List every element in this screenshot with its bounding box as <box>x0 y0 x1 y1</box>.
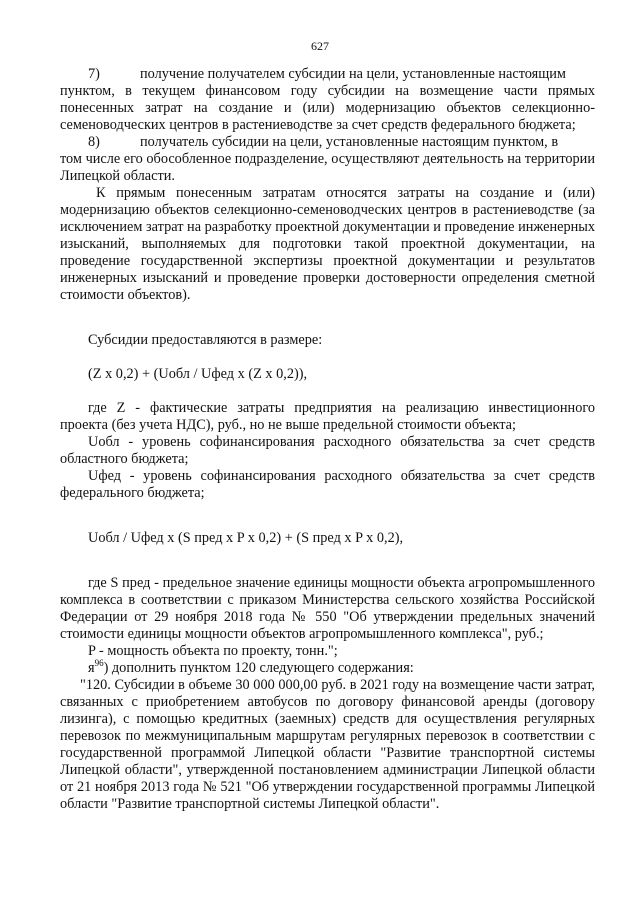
formula-2: Uобл / Uфед х (S пред х P х 0,2) + (S пред х P х 0,2), <box>88 530 404 546</box>
document-body <box>60 66 595 813</box>
footnote-ref: 96 <box>94 658 104 669</box>
definition-s-pred: где S пред - предельное значение единицы мощности объекта агропромышленного комплекса в соответствии с приказом Министерства сельского хозяйства Российской Федерации от 29 ноября 2018 года № 550 "Об утверждении предельных значений стоимости единицы мощности объектов агропромышленного комплекса", руб.; <box>60 575 595 642</box>
list-item-text-first-line: получение получателем субсидии на цели, установленные настоящим <box>140 66 566 82</box>
list-item-text: том числе его обособленное подразделение, осуществляют деятельность на территории Липецкой области. <box>60 151 595 184</box>
page-number: 627 <box>311 39 329 53</box>
list-item-text: пунктом, в текущем финансовом году субсидии на возмещение части прямых понесенных затрат на создание и (или) модернизацию объектов селекционно-семеноводческих центров в растениеводстве за счет средств федерального бюджета; <box>60 83 595 133</box>
list-item-7 <box>60 66 595 134</box>
list-item-number: 8) <box>88 134 100 150</box>
definition-p: P - мощность объекта по проекту, тонн."; <box>88 643 338 659</box>
list-item-number: 7) <box>88 66 100 82</box>
list-item-8 <box>60 134 595 185</box>
list-item-text-first-line: получатель субсидии на цели, установленные настоящим пунктом, в <box>140 134 559 150</box>
definition-z: где Z - фактические затраты предприятия на реализацию инвестиционного проекта (без учета НДС), руб., но не выше предельной стоимости объекта; <box>60 400 595 433</box>
direct-costs-paragraph: К прямым понесенным затратам относятся затраты на создание и (или) модернизацию объектов селекционно-семеноводческих центров в растениеводстве (за исключением затрат на разработку проектной документации и проведение инженерных изысканий, выполняемых для подготовки такой проектной документации, на проведение государственной экспертизы проектной документации и результатов инженерных изысканий и проведение проверки достоверности определения сметной стоимости объектов). <box>60 185 595 303</box>
amendment-line <box>60 660 595 677</box>
definition-ufed: Uфед - уровень софинансирования расходного обязательства за счет средств федерального бюджета; <box>60 468 595 501</box>
subsidy-amount-intro: Субсидии предоставляются в размере: <box>88 332 323 348</box>
item-120-paragraph: "120. Субсидии в объеме 30 000 000,00 руб. в 2021 году на возмещение части затрат, связанных с приобретением автобусов по договору финансовой аренды (договору лизинга), с помощью кредитных (заемных) средств для осуществления регулярных перевозок по межмуниципальным маршрутам регулярных перевозок в соответствии с государственной программой Липецкой области "Развитие транспортной системы Липецкой области", утвержденной постановлением администрации Липецкой области от 21 ноября 2013 года № 521 "Об утверждении государственной программы Липецкой области "Развитие транспортной системы Липецкой области". <box>60 677 595 812</box>
definition-uobl: Uобл - уровень софинансирования расходного обязательства за счет средств областного бюджета; <box>60 434 595 467</box>
amendment-letter: я <box>88 660 95 676</box>
amendment-text: ) дополнить пунктом 120 следующего содержания: <box>103 660 414 676</box>
formula-1: (Z х 0,2) + (Uобл / Uфед х (Z х 0,2)), <box>88 366 308 382</box>
